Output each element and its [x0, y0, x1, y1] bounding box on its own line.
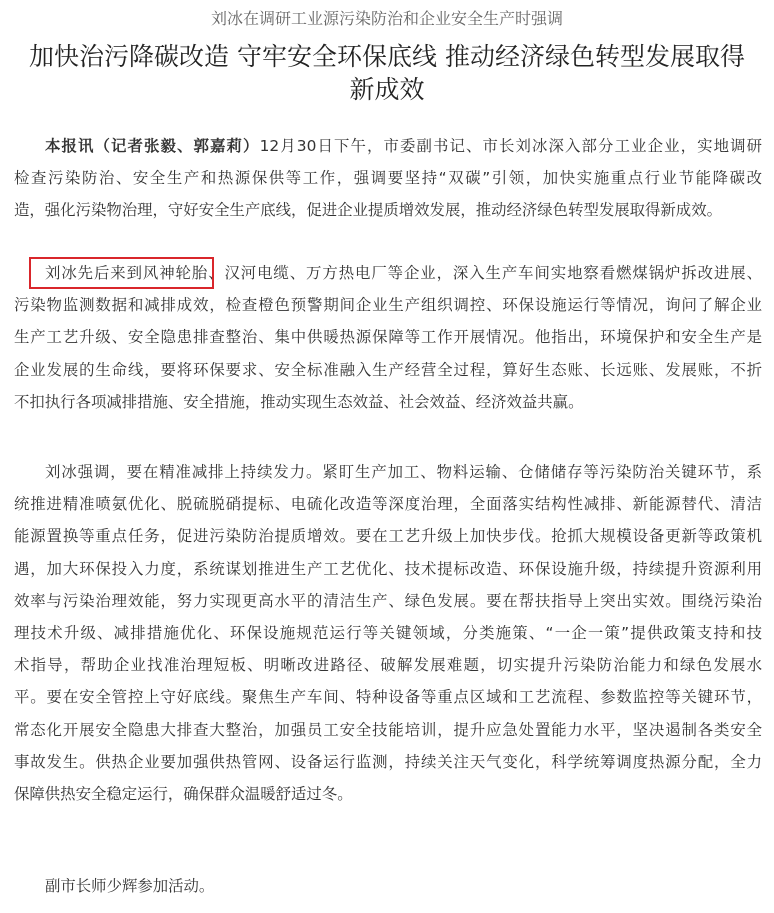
paragraph-line: 副市长师少辉参加活动。 [45, 877, 215, 895]
paragraph-line [14, 130, 762, 162]
paragraph-line: 造，强化污染物治理，守好安全生产底线，促进企业提质增效发展，推动经济绿色转型发展取得新成效。 [14, 201, 722, 220]
paragraph-line: 刘冰强调，要在精准减排上持续发力。紧盯生产加工、物料运输、仓储储存等污染防治关键环节，系 [45, 463, 762, 481]
paragraph-text: 12月30日下午，市委副书记、市长刘冰深入部分工业企业，实地调研 [259, 137, 762, 155]
paragraph-requirements [14, 456, 762, 810]
article-byline: 本报讯（记者张毅、郭嘉莉） [45, 137, 260, 155]
paragraph-line: 理技术升级、减排措施优化、环保设施规范运行等关键领域，分类施策、“一企一策”提供政策支持和技 [14, 624, 762, 643]
paragraph-attendance [14, 870, 762, 902]
paragraph-line: 能源置换等重点任务，促进污染防治提质增效。要在工艺升级上加快步伐。抢抓大规模设备更新等政策机 [14, 527, 762, 546]
paragraph-line: 保障供热安全稳定运行，确保群众温暖舒适过冬。 [14, 785, 353, 804]
paragraph-line: 刘冰先后来到风神轮胎、汉河电缆、万方热电厂等企业，深入生产车间实地察看燃煤锅炉拆改进展、 [45, 264, 762, 282]
paragraph-line: 常态化开展安全隐患大排查大整治，加强员工安全技能培训，提升应急处置能力水平，坚决遏制各类安全 [14, 720, 762, 739]
paragraph-line: 生产工艺升级、安全隐患排查整治、集中供暖热源保障等工作开展情况。他指出，环境保护和安全生产是 [14, 328, 762, 347]
article-headline [0, 40, 774, 106]
paragraph-line: 效率与污染治理效能，努力实现更高水平的清洁生产、绿色发展。要在帮扶指导上突出实效。围绕污染治 [14, 591, 762, 610]
paragraph-line: 污染物监测数据和减排成效，检查橙色预警期间企业生产组织调控、环保设施运行等情况，询问了解企业 [14, 296, 762, 315]
headline-line: 加快治污降碳改造 守牢安全环保底线 推动经济绿色转型发展取得 [29, 42, 745, 71]
headline-line: 新成效 [349, 75, 425, 104]
paragraph-line: 检查污染防治、安全生产和热源保供等工作，强调要坚持“双碳”引领，加快实施重点行业节能降碳改 [14, 169, 762, 188]
paragraph-line: 不扣执行各项减排措施、安全措施，推动实现生态效益、社会效益、经济效益共赢。 [14, 392, 584, 411]
paragraph-line: 企业发展的生命线，要将环保要求、安全标准融入生产经营全过程，算好生态账、长远账、发展账，不折 [14, 360, 762, 379]
paragraph-line: 事故发生。供热企业要加强供热管网、设备运行监测，持续关注天气变化，科学统筹调度热源分配，全力 [14, 752, 762, 771]
highlight-annotation-box [29, 257, 214, 289]
paragraph-line: 平。要在安全管控上守好底线。聚焦生产车间、特种设备等重点区域和工艺流程、参数监控等关键环节， [14, 688, 762, 707]
paragraph-intro [14, 130, 762, 227]
paragraph-line: 统推进精准喷氨优化、脱硫脱硝提标、电硫化改造等深度治理，全面落实结构性减排、新能源替代、清洁 [14, 495, 762, 514]
paragraph-line: 术指导，帮助企业找准治理短板、明晰改进路径、破解发展难题，切实提升污染防治能力和绿色发展水 [14, 656, 762, 675]
article-kicker: 刘冰在调研工业源污染防治和企业安全生产时强调 [210, 9, 563, 28]
paragraph-line: 遇，加大环保投入力度，系统谋划推进生产工艺优化、技术提标改造、环保设施升级，持续提升资源利用 [14, 559, 762, 578]
